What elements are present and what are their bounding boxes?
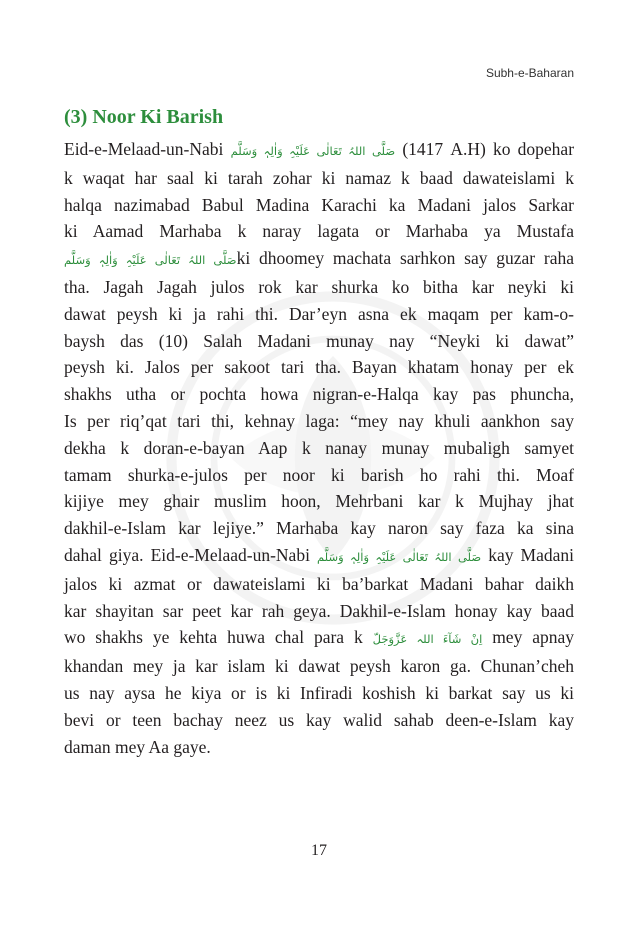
text-line: k waqat har saal ki tarah zohar ki namaz k baad dawateislami k [64, 167, 574, 188]
text-line: bevi or teen bachay neez us kay walid sahab deen-e-Islam kay [64, 709, 574, 730]
text-line: shakhs utha or pochta howa nigran-e-Halqa kay pas phuncha, [64, 384, 574, 405]
salutation-calligraphy: صَلَّی اللہُ تَعَالٰی عَلَیْہِ وَاٰلِہٖ وَسَلَّم [230, 144, 396, 158]
salutation-calligraphy: صَلَّی اللہُ تَعَالٰی عَلَیْہِ وَاٰلِہٖ وَسَلَّم [317, 549, 482, 564]
page-number: 17 [311, 842, 327, 859]
text-line: Is per riq’qat tari thi, kehnay laga: “mey nay khuli aankhon say [64, 410, 574, 431]
text-line: baysh das (10) Salah Madani munay nay “Neyki ki dawat” [64, 330, 574, 351]
text-line: dawat peysh ki ja rahi thi. Dar’eyn asna ek maqam per kam-o- [64, 303, 574, 324]
text-line: kar shayitan sar peet kar rah geya. Dakhil-e-Islam honay kay baad [64, 600, 574, 621]
text-line: kijiye mey ghair muslim hoon, Mehrbani kar k Mujhay jhat [64, 491, 574, 512]
text-line: Eid-e-Melaad-un-Nabi صَلَّی اللہُ تَعَالٰی عَلَیْہِ وَاٰلِہٖ وَسَلَّم (1417 A.H) ko dopehar [64, 139, 575, 159]
text-line: dahal giya. Eid-e-Melaad-un-Nabi صَلَّی اللہُ تَعَالٰی عَلَیْہِ وَاٰلِہٖ وَسَلَّم kay Madani [64, 544, 575, 565]
text-line: dekha k doran-e-bayan Aap k nanay munay mubaligh samyet [64, 437, 574, 458]
text-line: jalos ki azmat or dawateislami ki ba’barkat Madani bahar daikh [64, 573, 574, 594]
text-line: صَلَّی اللہُ تَعَالٰی عَلَیْہِ وَاٰلِہٖ وَسَلَّمki dhoomey machata sarhkon say guzar raha [64, 248, 574, 269]
text-line: tha. Jagah Jagah julos rok kar shurka ko bitha kar neyki ki [64, 276, 574, 297]
salutation-calligraphy: صَلَّی اللہُ تَعَالٰی عَلَیْہِ وَاٰلِہٖ وَسَلَّم [64, 253, 237, 268]
section-heading: (3) Noor Ki Barish [64, 106, 224, 128]
text-line: daman mey Aa gaye. [64, 736, 211, 757]
body-paragraph [64, 136, 574, 760]
text-line: khandan mey ja kar islam ki dawat peysh karon ga. Chunan’cheh [64, 656, 574, 677]
text-line: wo shakhs ye kehta huwa chal para k اِنْ شَآءَ اللہ عَزَّوَجَلّ mey apnay [64, 627, 575, 648]
insha-allah-calligraphy: اِنْ شَآءَ اللہ عَزَّوَجَلّ [372, 632, 483, 647]
text-line: dakhil-e-Islam kar lejiye.” Marhaba kay naron say faza ka sina [64, 518, 574, 539]
text-line: us nay aysa he kiya or is ki Infiradi koshish ki barkat say us ki [64, 682, 574, 703]
text-line: ki Aamad Marhaba k naray lagata or Marhaba ya Mustafa [64, 221, 574, 242]
text-line: tamam shurka-e-julos per noor ki barish ho rahi thi. Moaf [64, 464, 574, 485]
running-header: Subh-e-Baharan [485, 66, 574, 80]
text-line: peysh ki. Jalos per sakoot tari tha. Bayan khatam honay per ek [64, 357, 574, 378]
text-line: halqa nazimabad Babul Madina Karachi ka Madani jalos Sarkar [64, 194, 574, 215]
